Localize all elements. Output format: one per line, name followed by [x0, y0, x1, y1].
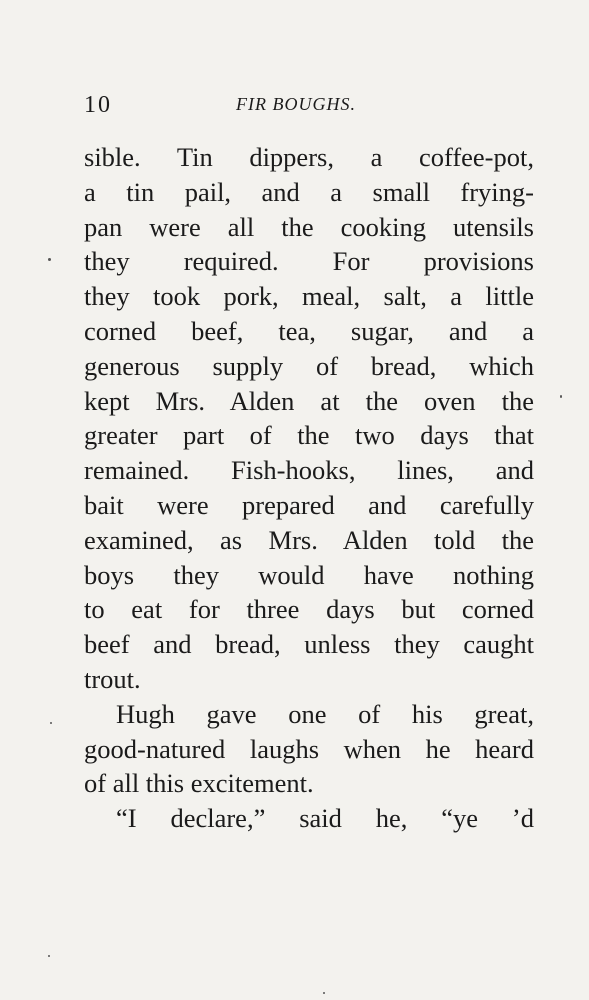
text-line: of all this excitement.: [84, 768, 314, 799]
text-line: boys they would have nothing: [84, 559, 534, 590]
text-line: a tin pail, and a small frying-: [84, 176, 534, 207]
text-line: pan were all the cooking utensils: [84, 211, 534, 242]
paper-speck: [560, 395, 562, 398]
text-line: good-natured laughs when he heard: [84, 733, 534, 764]
paper-speck: [48, 258, 51, 261]
text-line: examined, as Mrs. Alden told the: [84, 524, 534, 555]
text-line: they took pork, meal, salt, a little: [84, 281, 534, 312]
text-line: to eat for three days but corned: [84, 594, 534, 625]
text-line: “I declare,” said he, “ye ’d: [116, 803, 534, 834]
text-line: bait were prepared and carefully: [84, 489, 534, 520]
body-text: [84, 140, 534, 836]
text-line: remained. Fish-hooks, lines, and: [84, 455, 534, 486]
text-line: corned beef, tea, sugar, and a: [84, 315, 534, 346]
page-header: [84, 92, 536, 122]
text-line: trout.: [84, 663, 141, 694]
text-line: they required. For provisions: [84, 246, 534, 277]
paper-speck: [323, 992, 325, 994]
text-line: generous supply of bread, which: [84, 350, 534, 381]
text-line: sible. Tin dippers, a coffee-pot,: [84, 142, 534, 172]
text-line: kept Mrs. Alden at the oven the: [84, 385, 534, 416]
paper-speck: [50, 722, 52, 724]
text-line: greater part of the two days that: [84, 420, 534, 451]
page-number: 10: [84, 92, 112, 118]
text-line: beef and bread, unless they caught: [84, 629, 534, 660]
running-title: FIR BOUGHS.: [236, 94, 356, 114]
text-line: Hugh gave one of his great,: [116, 698, 534, 729]
paper-speck: [48, 955, 50, 957]
